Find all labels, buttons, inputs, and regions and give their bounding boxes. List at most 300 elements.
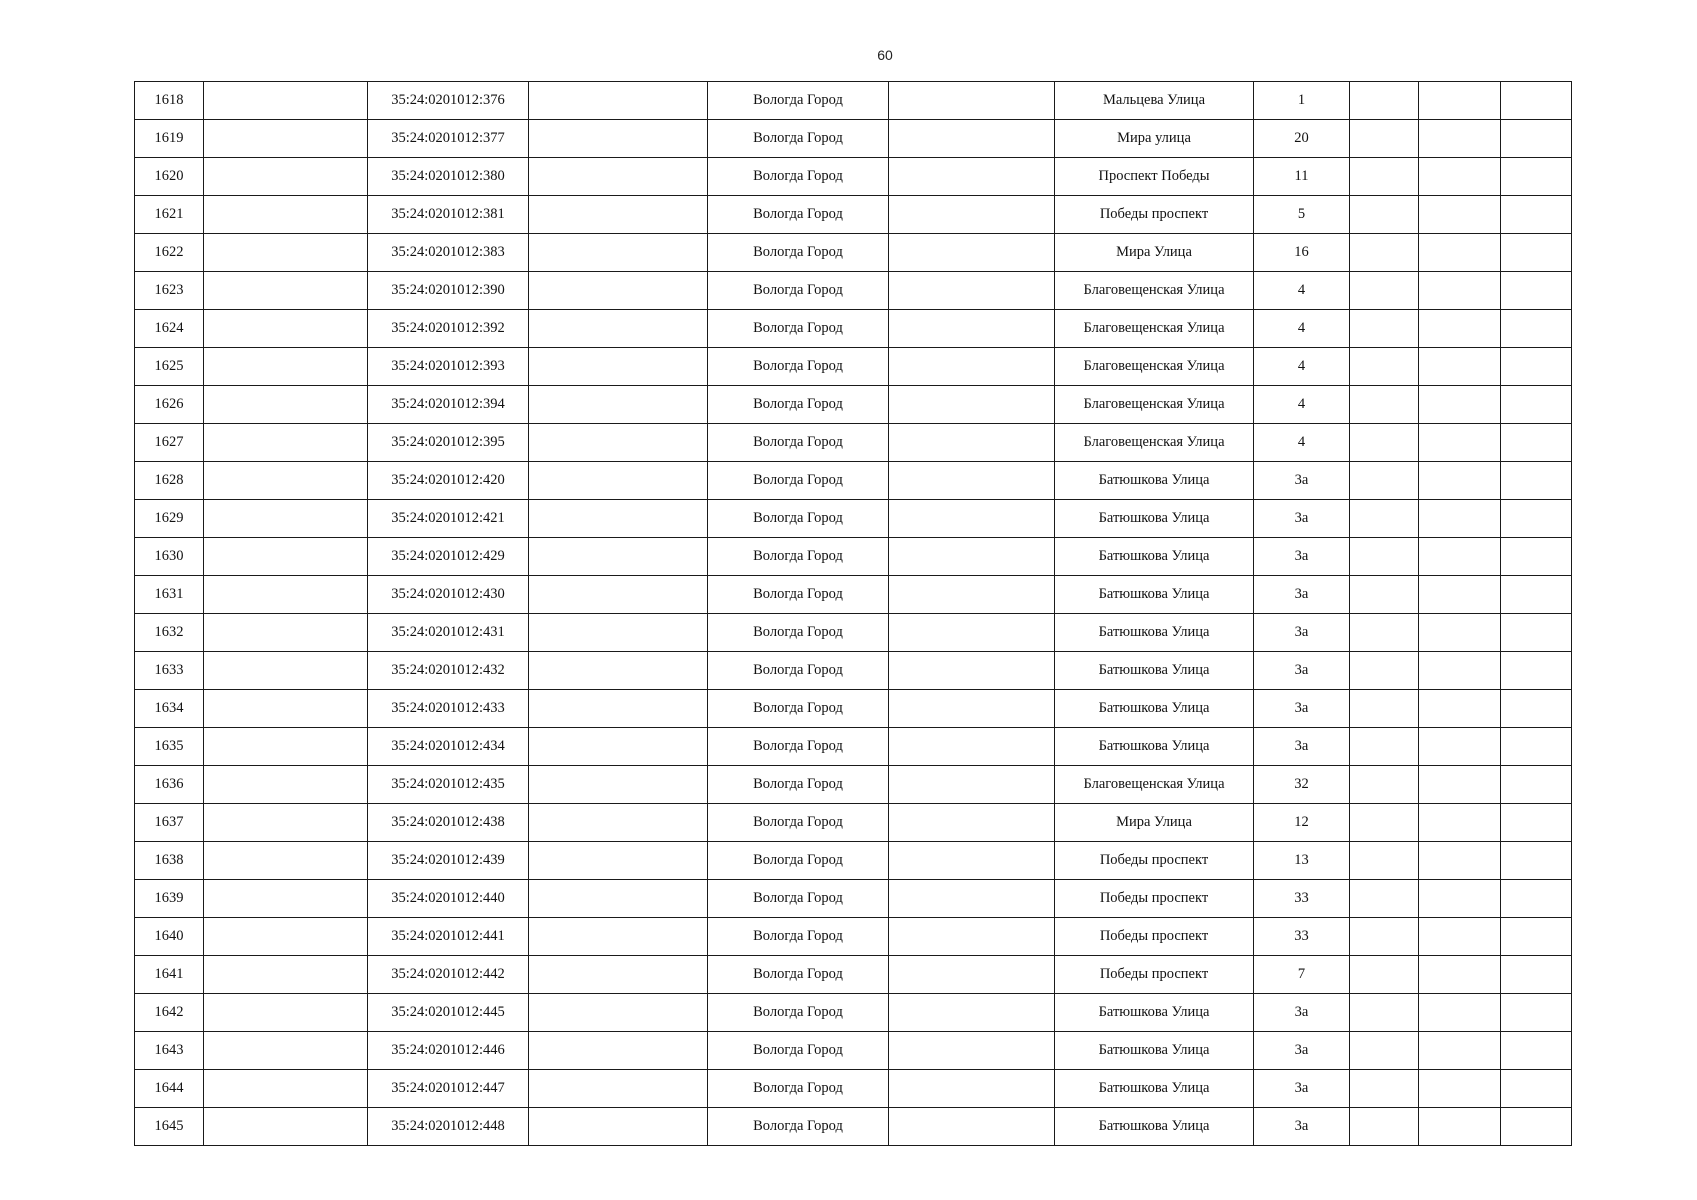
cell-empty xyxy=(1501,918,1572,956)
cell-row-number: 1630 xyxy=(135,538,204,576)
cell-empty xyxy=(1419,994,1501,1032)
cell-empty xyxy=(1350,918,1419,956)
cell-empty xyxy=(204,956,368,994)
cell-empty xyxy=(1501,500,1572,538)
cell-empty xyxy=(1501,994,1572,1032)
cell-empty xyxy=(1501,348,1572,386)
table-row xyxy=(135,1070,1572,1108)
cell-empty xyxy=(1501,120,1572,158)
table-row xyxy=(135,614,1572,652)
cell-empty xyxy=(1501,614,1572,652)
cell-empty xyxy=(1419,500,1501,538)
cell-empty xyxy=(1350,272,1419,310)
cell-row-number: 1628 xyxy=(135,462,204,500)
cell-empty xyxy=(1501,424,1572,462)
table-row xyxy=(135,728,1572,766)
cell-empty xyxy=(889,424,1055,462)
cell-empty xyxy=(1501,576,1572,614)
table-row xyxy=(135,1032,1572,1070)
cell-empty xyxy=(1501,690,1572,728)
cell-empty xyxy=(889,690,1055,728)
cell-empty xyxy=(1350,424,1419,462)
cell-empty xyxy=(889,880,1055,918)
cell-empty xyxy=(1419,842,1501,880)
cell-empty xyxy=(889,500,1055,538)
cell-street: Проспект Победы xyxy=(1055,158,1254,196)
cell-empty xyxy=(1501,386,1572,424)
cell-house-number: 11 xyxy=(1254,158,1350,196)
cell-empty xyxy=(204,386,368,424)
cell-settlement: Вологда Город xyxy=(708,234,889,272)
cell-street: Победы проспект xyxy=(1055,880,1254,918)
cell-empty xyxy=(529,1070,708,1108)
cell-empty xyxy=(204,994,368,1032)
cell-empty xyxy=(529,652,708,690)
cell-empty xyxy=(204,158,368,196)
cell-street: Благовещенская Улица xyxy=(1055,766,1254,804)
cell-row-number: 1645 xyxy=(135,1108,204,1146)
cell-empty xyxy=(1501,766,1572,804)
cell-empty xyxy=(204,652,368,690)
cell-street: Благовещенская Улица xyxy=(1055,424,1254,462)
cell-empty xyxy=(889,994,1055,1032)
cell-settlement: Вологда Город xyxy=(708,196,889,234)
cell-empty xyxy=(889,956,1055,994)
cell-street: Победы проспект xyxy=(1055,196,1254,234)
cell-empty xyxy=(1501,158,1572,196)
cell-settlement: Вологда Город xyxy=(708,462,889,500)
cell-house-number: 3а xyxy=(1254,690,1350,728)
cell-row-number: 1643 xyxy=(135,1032,204,1070)
cell-house-number: 3а xyxy=(1254,500,1350,538)
table-row xyxy=(135,652,1572,690)
cell-house-number: 3а xyxy=(1254,1070,1350,1108)
cell-empty xyxy=(204,842,368,880)
cell-empty xyxy=(1419,120,1501,158)
cell-empty xyxy=(1419,538,1501,576)
cell-empty xyxy=(1350,1032,1419,1070)
cell-empty xyxy=(889,804,1055,842)
cell-empty xyxy=(1419,1032,1501,1070)
cell-empty xyxy=(529,500,708,538)
cell-settlement: Вологда Город xyxy=(708,1032,889,1070)
cell-empty xyxy=(1501,1070,1572,1108)
cell-empty xyxy=(1501,842,1572,880)
cell-empty xyxy=(1350,652,1419,690)
cell-empty xyxy=(1419,690,1501,728)
table-row xyxy=(135,120,1572,158)
cell-street: Благовещенская Улица xyxy=(1055,310,1254,348)
cell-empty xyxy=(204,804,368,842)
cell-empty xyxy=(529,880,708,918)
cell-row-number: 1627 xyxy=(135,424,204,462)
cell-empty xyxy=(529,690,708,728)
cell-empty xyxy=(1501,538,1572,576)
cell-empty xyxy=(889,652,1055,690)
cell-empty xyxy=(529,804,708,842)
cell-cadastral-number: 35:24:0201012:430 xyxy=(368,576,529,614)
cell-empty xyxy=(1419,576,1501,614)
cell-row-number: 1634 xyxy=(135,690,204,728)
cell-house-number: 3а xyxy=(1254,538,1350,576)
cell-empty xyxy=(204,424,368,462)
cell-house-number: 12 xyxy=(1254,804,1350,842)
cell-settlement: Вологда Город xyxy=(708,1070,889,1108)
cell-settlement: Вологда Город xyxy=(708,918,889,956)
cell-empty xyxy=(1350,500,1419,538)
cell-house-number: 4 xyxy=(1254,386,1350,424)
cell-empty xyxy=(204,766,368,804)
table-row xyxy=(135,462,1572,500)
cell-cadastral-number: 35:24:0201012:435 xyxy=(368,766,529,804)
table-row xyxy=(135,538,1572,576)
cell-empty xyxy=(1419,766,1501,804)
cell-street: Благовещенская Улица xyxy=(1055,386,1254,424)
cell-empty xyxy=(889,196,1055,234)
cell-cadastral-number: 35:24:0201012:440 xyxy=(368,880,529,918)
cell-row-number: 1637 xyxy=(135,804,204,842)
cell-cadastral-number: 35:24:0201012:376 xyxy=(368,82,529,120)
cell-street: Батюшкова Улица xyxy=(1055,1070,1254,1108)
cell-row-number: 1641 xyxy=(135,956,204,994)
cell-empty xyxy=(529,310,708,348)
cell-empty xyxy=(1350,576,1419,614)
cell-empty xyxy=(1350,462,1419,500)
cell-house-number: 3а xyxy=(1254,994,1350,1032)
table-row xyxy=(135,880,1572,918)
table-row xyxy=(135,1108,1572,1146)
cell-settlement: Вологда Город xyxy=(708,614,889,652)
cell-empty xyxy=(529,386,708,424)
cell-empty xyxy=(529,956,708,994)
table-row xyxy=(135,690,1572,728)
cell-empty xyxy=(1501,1032,1572,1070)
cell-house-number: 13 xyxy=(1254,842,1350,880)
cell-empty xyxy=(204,500,368,538)
table-row xyxy=(135,348,1572,386)
cell-cadastral-number: 35:24:0201012:421 xyxy=(368,500,529,538)
cell-row-number: 1626 xyxy=(135,386,204,424)
cell-empty xyxy=(204,82,368,120)
cell-empty xyxy=(204,614,368,652)
cell-cadastral-number: 35:24:0201012:393 xyxy=(368,348,529,386)
cell-empty xyxy=(529,462,708,500)
cell-empty xyxy=(529,918,708,956)
cell-empty xyxy=(529,576,708,614)
cell-settlement: Вологда Город xyxy=(708,120,889,158)
cell-settlement: Вологда Город xyxy=(708,576,889,614)
cell-empty xyxy=(889,842,1055,880)
cell-empty xyxy=(529,348,708,386)
cell-empty xyxy=(529,1108,708,1146)
cell-house-number: 3а xyxy=(1254,1032,1350,1070)
cell-empty xyxy=(1419,310,1501,348)
cell-empty xyxy=(204,120,368,158)
cell-cadastral-number: 35:24:0201012:429 xyxy=(368,538,529,576)
table-row xyxy=(135,424,1572,462)
cell-empty xyxy=(889,614,1055,652)
cell-cadastral-number: 35:24:0201012:441 xyxy=(368,918,529,956)
cell-house-number: 3а xyxy=(1254,614,1350,652)
cell-empty xyxy=(1350,1108,1419,1146)
cell-empty xyxy=(1419,652,1501,690)
table-row xyxy=(135,994,1572,1032)
cell-settlement: Вологда Город xyxy=(708,424,889,462)
cell-empty xyxy=(1350,614,1419,652)
cell-cadastral-number: 35:24:0201012:394 xyxy=(368,386,529,424)
cell-cadastral-number: 35:24:0201012:431 xyxy=(368,614,529,652)
cell-cadastral-number: 35:24:0201012:380 xyxy=(368,158,529,196)
cell-street: Батюшкова Улица xyxy=(1055,690,1254,728)
cell-settlement: Вологда Город xyxy=(708,766,889,804)
cell-street: Благовещенская Улица xyxy=(1055,272,1254,310)
cell-empty xyxy=(889,1070,1055,1108)
cell-empty xyxy=(204,272,368,310)
cell-empty xyxy=(529,158,708,196)
cell-settlement: Вологда Город xyxy=(708,690,889,728)
cell-cadastral-number: 35:24:0201012:420 xyxy=(368,462,529,500)
cell-house-number: 4 xyxy=(1254,424,1350,462)
cell-empty xyxy=(1350,994,1419,1032)
cell-street: Батюшкова Улица xyxy=(1055,1032,1254,1070)
cell-empty xyxy=(1501,956,1572,994)
cell-empty xyxy=(889,766,1055,804)
cell-row-number: 1635 xyxy=(135,728,204,766)
cell-empty xyxy=(529,994,708,1032)
cell-street: Победы проспект xyxy=(1055,918,1254,956)
cell-cadastral-number: 35:24:0201012:438 xyxy=(368,804,529,842)
cell-empty xyxy=(1419,880,1501,918)
table-row xyxy=(135,918,1572,956)
cell-empty xyxy=(1350,348,1419,386)
cell-settlement: Вологда Город xyxy=(708,1108,889,1146)
cell-row-number: 1623 xyxy=(135,272,204,310)
cell-empty xyxy=(1350,880,1419,918)
cell-empty xyxy=(204,576,368,614)
cell-empty xyxy=(1419,918,1501,956)
cell-empty xyxy=(889,1032,1055,1070)
cell-empty xyxy=(529,766,708,804)
cell-empty xyxy=(1501,804,1572,842)
cell-cadastral-number: 35:24:0201012:392 xyxy=(368,310,529,348)
cell-street: Батюшкова Улица xyxy=(1055,728,1254,766)
cell-empty xyxy=(1419,196,1501,234)
cell-empty xyxy=(1501,196,1572,234)
cell-settlement: Вологда Город xyxy=(708,82,889,120)
cell-cadastral-number: 35:24:0201012:445 xyxy=(368,994,529,1032)
cell-house-number: 1 xyxy=(1254,82,1350,120)
cell-empty xyxy=(889,1108,1055,1146)
cell-empty xyxy=(1419,956,1501,994)
cell-row-number: 1631 xyxy=(135,576,204,614)
cell-house-number: 4 xyxy=(1254,348,1350,386)
cell-settlement: Вологда Город xyxy=(708,880,889,918)
cell-row-number: 1629 xyxy=(135,500,204,538)
cell-house-number: 33 xyxy=(1254,918,1350,956)
cell-empty xyxy=(1501,652,1572,690)
cell-empty xyxy=(1419,614,1501,652)
cell-row-number: 1624 xyxy=(135,310,204,348)
cell-settlement: Вологда Город xyxy=(708,158,889,196)
cell-cadastral-number: 35:24:0201012:442 xyxy=(368,956,529,994)
table-row xyxy=(135,804,1572,842)
cell-empty xyxy=(889,158,1055,196)
table-row xyxy=(135,196,1572,234)
cell-empty xyxy=(1419,234,1501,272)
cell-house-number: 7 xyxy=(1254,956,1350,994)
cell-empty xyxy=(1350,386,1419,424)
cell-empty xyxy=(529,82,708,120)
cell-settlement: Вологда Город xyxy=(708,652,889,690)
cell-empty xyxy=(1419,1070,1501,1108)
cell-street: Батюшкова Улица xyxy=(1055,538,1254,576)
cell-cadastral-number: 35:24:0201012:395 xyxy=(368,424,529,462)
cell-row-number: 1625 xyxy=(135,348,204,386)
cell-empty xyxy=(529,728,708,766)
cell-empty xyxy=(204,880,368,918)
cell-street: Батюшкова Улица xyxy=(1055,994,1254,1032)
cell-empty xyxy=(1419,728,1501,766)
cell-empty xyxy=(1419,424,1501,462)
registry-table xyxy=(134,81,1572,1146)
cell-street: Батюшкова Улица xyxy=(1055,652,1254,690)
cell-house-number: 32 xyxy=(1254,766,1350,804)
cell-cadastral-number: 35:24:0201012:432 xyxy=(368,652,529,690)
cell-empty xyxy=(1501,1108,1572,1146)
cell-empty xyxy=(1419,462,1501,500)
cell-row-number: 1639 xyxy=(135,880,204,918)
cell-empty xyxy=(1350,196,1419,234)
cell-row-number: 1642 xyxy=(135,994,204,1032)
cell-house-number: 4 xyxy=(1254,310,1350,348)
cell-street: Мальцева Улица xyxy=(1055,82,1254,120)
cell-settlement: Вологда Город xyxy=(708,386,889,424)
cell-house-number: 4 xyxy=(1254,272,1350,310)
cell-cadastral-number: 35:24:0201012:433 xyxy=(368,690,529,728)
cell-street: Мира Улица xyxy=(1055,234,1254,272)
table-row xyxy=(135,576,1572,614)
table-row xyxy=(135,842,1572,880)
table-row xyxy=(135,272,1572,310)
cell-street: Батюшкова Улица xyxy=(1055,500,1254,538)
cell-empty xyxy=(889,538,1055,576)
cell-settlement: Вологда Город xyxy=(708,500,889,538)
cell-house-number: 33 xyxy=(1254,880,1350,918)
cell-settlement: Вологда Город xyxy=(708,538,889,576)
cell-house-number: 3а xyxy=(1254,1108,1350,1146)
cell-row-number: 1636 xyxy=(135,766,204,804)
cell-house-number: 3а xyxy=(1254,652,1350,690)
cell-house-number: 3а xyxy=(1254,728,1350,766)
cell-empty xyxy=(1350,842,1419,880)
cell-cadastral-number: 35:24:0201012:447 xyxy=(368,1070,529,1108)
cell-empty xyxy=(204,196,368,234)
table-row xyxy=(135,956,1572,994)
cell-empty xyxy=(1350,158,1419,196)
cell-row-number: 1620 xyxy=(135,158,204,196)
cell-empty xyxy=(1419,804,1501,842)
cell-empty xyxy=(204,1032,368,1070)
cell-street: Батюшкова Улица xyxy=(1055,576,1254,614)
cell-empty xyxy=(889,310,1055,348)
cell-empty xyxy=(204,1070,368,1108)
cell-empty xyxy=(1350,538,1419,576)
cell-cadastral-number: 35:24:0201012:434 xyxy=(368,728,529,766)
cell-empty xyxy=(1501,82,1572,120)
table-row xyxy=(135,310,1572,348)
cell-empty xyxy=(889,348,1055,386)
cell-empty xyxy=(889,120,1055,158)
cell-street: Победы проспект xyxy=(1055,842,1254,880)
cell-empty xyxy=(529,234,708,272)
cell-empty xyxy=(1501,728,1572,766)
cell-empty xyxy=(204,234,368,272)
page-number: 60 xyxy=(877,47,893,63)
cell-row-number: 1621 xyxy=(135,196,204,234)
cell-empty xyxy=(1501,272,1572,310)
cell-cadastral-number: 35:24:0201012:383 xyxy=(368,234,529,272)
cell-empty xyxy=(529,424,708,462)
cell-empty xyxy=(1350,1070,1419,1108)
cell-empty xyxy=(1501,234,1572,272)
cell-empty xyxy=(889,576,1055,614)
cell-empty xyxy=(889,234,1055,272)
table-row xyxy=(135,158,1572,196)
cell-empty xyxy=(1501,880,1572,918)
cell-empty xyxy=(1419,272,1501,310)
cell-street: Мира Улица xyxy=(1055,804,1254,842)
table-row xyxy=(135,766,1572,804)
cell-empty xyxy=(204,690,368,728)
cell-settlement: Вологда Город xyxy=(708,956,889,994)
cell-row-number: 1619 xyxy=(135,120,204,158)
table-row xyxy=(135,500,1572,538)
cell-house-number: 16 xyxy=(1254,234,1350,272)
cell-street: Батюшкова Улица xyxy=(1055,614,1254,652)
cell-empty xyxy=(204,310,368,348)
table-row xyxy=(135,82,1572,120)
cell-settlement: Вологда Город xyxy=(708,272,889,310)
cell-empty xyxy=(204,462,368,500)
cell-settlement: Вологда Город xyxy=(708,310,889,348)
cell-empty xyxy=(1350,234,1419,272)
cell-row-number: 1644 xyxy=(135,1070,204,1108)
cell-row-number: 1638 xyxy=(135,842,204,880)
cell-empty xyxy=(1419,1108,1501,1146)
table-body xyxy=(135,82,1572,1146)
cell-settlement: Вологда Город xyxy=(708,348,889,386)
cell-empty xyxy=(1350,82,1419,120)
cell-empty xyxy=(1350,120,1419,158)
cell-empty xyxy=(889,272,1055,310)
cell-street: Благовещенская Улица xyxy=(1055,348,1254,386)
cell-empty xyxy=(529,1032,708,1070)
cell-house-number: 5 xyxy=(1254,196,1350,234)
cell-row-number: 1632 xyxy=(135,614,204,652)
cell-empty xyxy=(1501,462,1572,500)
cell-empty xyxy=(1350,766,1419,804)
cell-empty xyxy=(204,1108,368,1146)
cell-row-number: 1618 xyxy=(135,82,204,120)
cell-house-number: 3а xyxy=(1254,462,1350,500)
cell-row-number: 1633 xyxy=(135,652,204,690)
cell-cadastral-number: 35:24:0201012:377 xyxy=(368,120,529,158)
cell-empty xyxy=(1419,348,1501,386)
cell-empty xyxy=(1350,690,1419,728)
cell-house-number: 20 xyxy=(1254,120,1350,158)
cell-empty xyxy=(204,348,368,386)
cell-settlement: Вологда Город xyxy=(708,728,889,766)
